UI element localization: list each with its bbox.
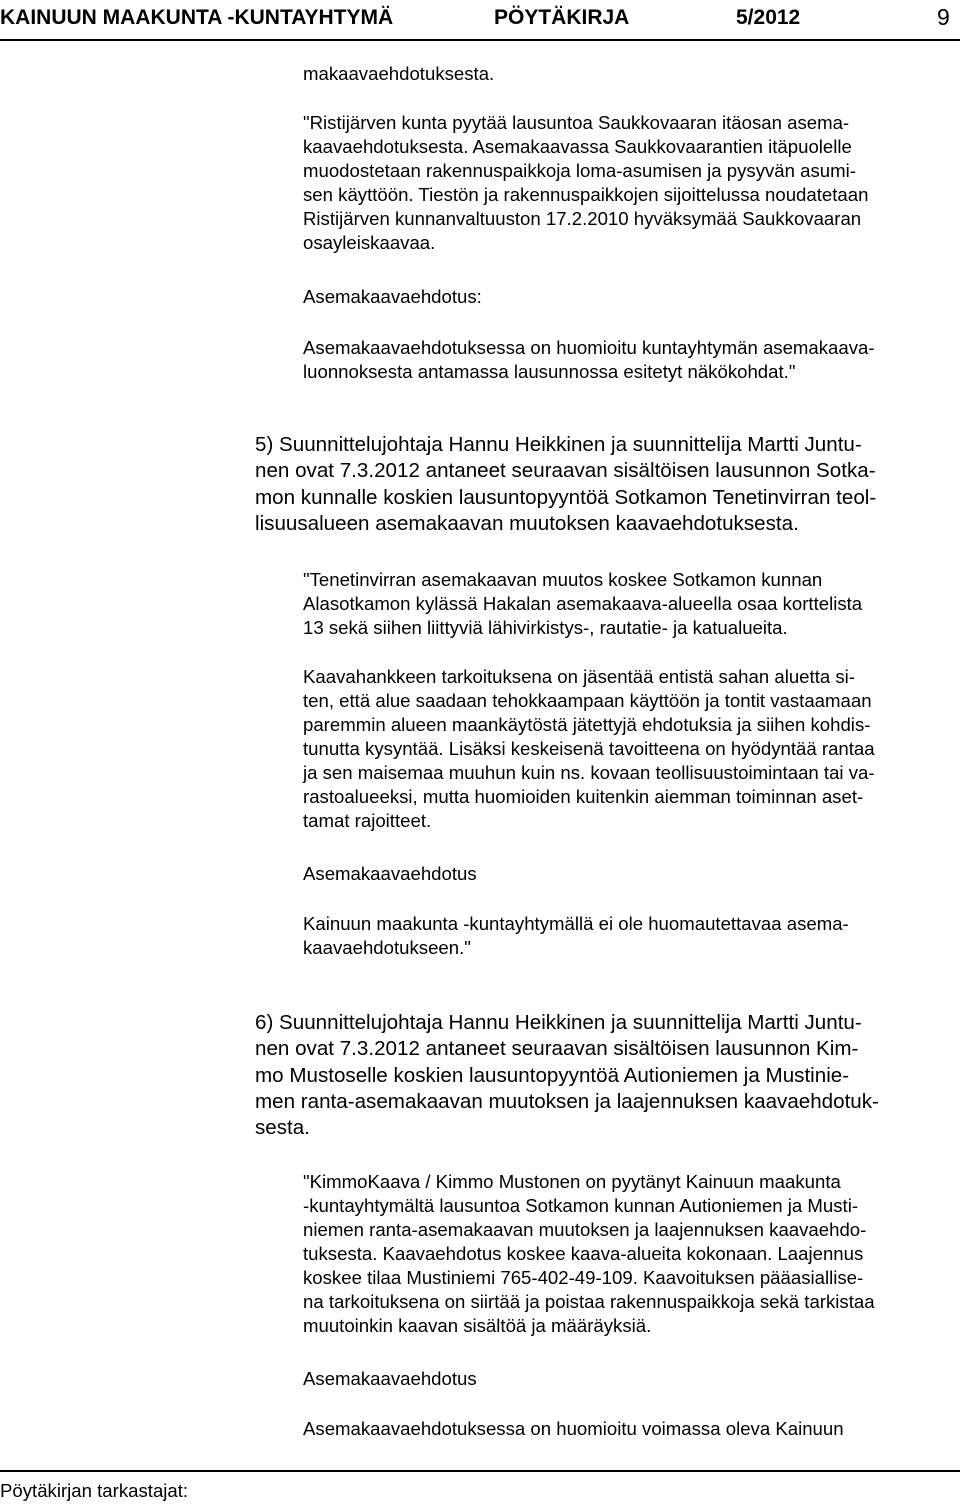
paragraph-ristijarvi-request: "Ristijärven kunta pyytää lausuntoa Saukkovaaran itäosan asema- kaavaehdotuksesta. Asemakaavassa Saukkovaarantien itäpuolelle muodostetaan rakennuspaikkoja loma-asumisen ja pysyvän asumi- sen käyttöön. Tiestön ja rakennuspaikkojen sijoittelussa noudatetaan Ristijärven kunnanvaltuuston 17.2.2010 hyväksymää Saukkovaaran osayleiskaavaa.: [303, 112, 869, 253]
page-number: 9: [937, 4, 950, 30]
document-type: PÖYTÄKIRJA: [494, 6, 630, 29]
footer-rule: [0, 1470, 960, 1472]
paragraph-tenetinvirta: "Tenetinvirran asemakaavan muutos koskee Sotkamon kunnan Alasotkamon kylässä Hakalan asemakaava-alueella osaa korttelista 13 sekä siihen liittyviä lähivirkistys-, rautatie- ja katualueita.: [303, 569, 863, 638]
section-heading-asemakaavaehdotus-3: Asemakaavaehdotus: [303, 1368, 477, 1389]
paragraph-kaavahanke: Kaavahankkeen tarkoituksena on jäsentää entistä sahan aluetta si- ten, että alue saadaan tehokkaampaan käyttöön ja tontit vastaamaan paremmin alueen maankäytöstä jätettyjä ehdotuksia ja siihen kohdis- tunutta kysyntää. Lisäksi keskeisenä tavoitteena on hyödyntää rantaa ja sen maisemaa muuhun kuin ns. kovaan teollisuustoimintaan tai va- rastoalueeksi, mutta huomioiden kuitenkin aiemman toiminnan aset- tamat rajoitteet.: [303, 666, 875, 831]
paragraph-no-remarks: Kainuun maakunta -kuntayhtymällä ei ole huomautettavaa asema- kaavaehdotukseen.": [303, 913, 849, 958]
item-5-statement: 5) Suunnittelujohtaja Hannu Heikkinen ja suunnittelija Martti Juntu- nen ovat 7.3.2012 antaneet seuraavan sisältöisen lausunnon Sotka- mon kunnalle koskien lausuntopyyntöä Sotkamon Tenetinvirran teol- lisuusalueen asemakaavan muutoksen kaavaehdotuksesta.: [255, 433, 877, 535]
section-heading-asemakaavaehdotus-2: Asemakaavaehdotus: [303, 863, 477, 884]
document-number: 5/2012: [736, 6, 801, 29]
paragraph-continuation: makaavaehdotuksesta.: [303, 63, 495, 84]
paragraph-asemakaavaehdotus-1: Asemakaavaehdotuksessa on huomioitu kuntayhtymän asemakaava- luonnoksesta antamassa lausunnossa esitetyt näkökohdat.": [303, 337, 875, 382]
item-6-statement: 6) Suunnittelujohtaja Hannu Heikkinen ja suunnittelija Martti Juntu- nen ovat 7.3.2012 antaneet seuraavan sisältöisen lausunnon Kim- mo Mustoselle koskien lausuntopyyntöä Autioniemen ja Mustinie- men ranta-asemakaavan muutoksen ja laajennuksen kaavaehdotuk- sesta.: [255, 1011, 879, 1140]
paragraph-kimmokaava: "KimmoKaava / Kimmo Mustonen on pyytänyt Kainuun maakunta -kuntayhtymältä lausuntoa Sotkamon kunnan Autioniemen ja Musti- niemen ranta-asemakaavan muutoksen ja laajennuksen kaavaehdo- tuksesta. Kaavaehdotus koskee kaava-alueita kokonaan. Laajennus koskee tilaa Mustiniemi 765-402-49-109. Kaavoituksen pääasiallise- na tarkoituksena on siirtää ja poistaa rakennuspaikkoja sekä tarkistaa muutoinkin kaavan sisältöä ja määräyksiä.: [303, 1171, 875, 1336]
organization-name: KAINUUN MAAKUNTA -KUNTAYHTYMÄ: [0, 6, 394, 29]
section-heading-asemakaavaehdotus: Asemakaavaehdotus:: [303, 286, 482, 307]
footer-reviewers-label: Pöytäkirjan tarkastajat:: [0, 1480, 189, 1501]
paragraph-asemakaavaehdotus-3: Asemakaavaehdotuksessa on huomioitu voimassa oleva Kainuun: [303, 1418, 844, 1439]
header-rule: [0, 39, 960, 41]
